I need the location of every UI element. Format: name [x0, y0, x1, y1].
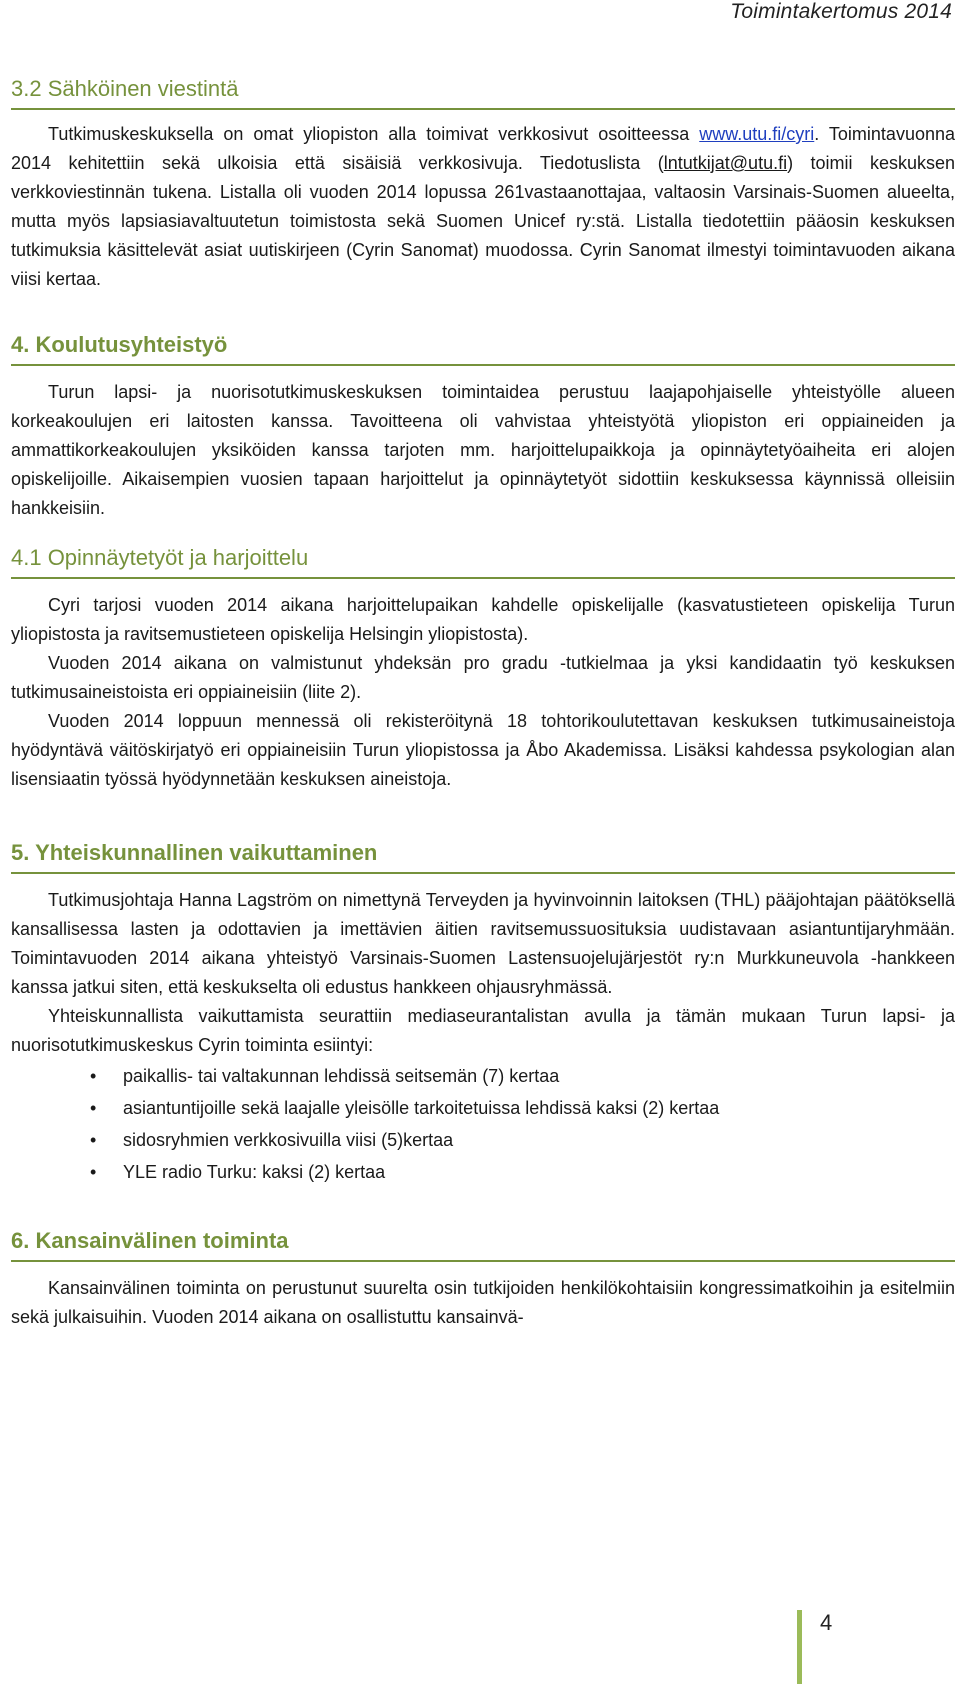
section-6-heading: 6. Kansainvälinen toiminta — [11, 1228, 955, 1262]
section-5-paragraph-2: Yhteiskunnallista vaikuttamista seurattiin mediaseurantalistan avulla ja tämän mukaan Turun lapsi- ja nuorisotutkimuskeskus Cyrin toiminta esiintyi: — [11, 1006, 955, 1055]
list-item — [11, 1092, 955, 1124]
section-3-2-text-c: ) toimii keskuksen verkkoviestinnän tukena. Listalla oli vuoden 2014 lopussa 261vastaanottajaa, valtaosin Varsinais-Suomen alueelta, mutta myös lapsiasiavaltuutetun toimistosta sekä Suomen Unicef ry:stä. Listalla tiedotettiin pääosin keskuksen tutkimuksia käsittelevät asiat uutiskirjeen (Cyrin Sanomat) muodossa. Cyrin Sanomat ilmestyi toimintavuoden aikana viisi kertaa. — [11, 153, 955, 289]
section-4-1-paragraph-3: Vuoden 2014 loppuun mennessä oli rekisteröitynä 18 tohtorikoulutettavan keskuksen tutkimusaineistoja hyödyntävä väitöskirjatyö eri oppiaineisiin Turun yliopistossa ja Åbo Akademissa. Lisäksi kahdessa psykologian alan lisensiaatin työssä hyödynnetään keskuksen aineistoja. — [11, 711, 955, 789]
list-item — [11, 1124, 955, 1156]
section-3-2-text-a: Tutkimuskeskuksella on omat yliopiston alla toimivat verkkosivut osoitteessa — [48, 124, 700, 144]
list-item-text: asiantuntijoille sekä laajalle yleisölle tarkoitetuissa lehdissä kaksi (2) kertaa — [123, 1098, 720, 1118]
section-4-paragraph: Turun lapsi- ja nuorisotutkimuskeskuksen toimintaidea perustuu laajapohjaiselle yhteistyölle alueen korkeakoulujen eri laitosten kanssa. Tavoitteena oli vahvistaa yhteistyötä yliopiston eri oppiaineiden ja ammattikorkeakoulujen yksiköiden kanssa tarjoten mm. harjoittelupaikkoja ja opinnäytetyöaiheita eri alojen opiskelijoille. Aikaisempien vuosien tapaan harjoittelut ja opinnäytetyöt sidottiin keskuksessa käynnissä olleisiin hankkeisiin. — [11, 382, 955, 518]
cyri-website-link[interactable]: www.utu.fi/cyri — [699, 124, 815, 144]
section-4-heading: 4. Koulutusyhteistyö — [11, 332, 955, 366]
section-4-1-paragraph-2: Vuoden 2014 aikana on valmistunut yhdeksän pro gradu -tutkielmaa ja yksi kandidaatin työ keskuksen tutkimusaineistoista eri oppiaineisiin (liite 2). — [11, 653, 955, 702]
media-appearance-list — [11, 1060, 955, 1188]
page-number-accent-bar — [797, 1610, 802, 1684]
section-6-paragraph: Kansainvälinen toiminta on perustunut suurelta osin tutkijoiden henkilökohtaisiin kongressimatkoihin ja esitelmiin sekä julkaisuihin. Vuoden 2014 aikana on osallistuttu kansainvä- — [11, 1278, 955, 1327]
section-5-paragraph-1: Tutkimusjohtaja Hanna Lagström on nimettynä Terveyden ja hyvinvoinnin laitoksen (THL) pääjohtajan päätöksellä kansallisessa lasten ja odottavien ja imettävien äitien ravitsemussuosituksia uudistavaan asiantuntijaryhmään. Toimintavuoden 2014 aikana yhteistyö Varsinais-Suomen Lastensuojelujärjestöt ry:n Murkkuneuvola -hankkeen kanssa jatkui siten, että keskukselta oli edustus hankkeen ohjausryhmässä. — [11, 890, 955, 997]
list-item-text: paikallis- tai valtakunnan lehdissä seitsemän (7) kertaa — [123, 1066, 560, 1086]
list-item — [11, 1156, 955, 1188]
bullet-icon: • — [90, 1130, 97, 1150]
bullet-icon: • — [90, 1066, 97, 1086]
section-5-heading: 5. Yhteiskunnallinen vaikuttaminen — [11, 840, 955, 874]
section-4-1-paragraph-1: Cyri tarjosi vuoden 2014 aikana harjoittelupaikan kahdelle opiskelijalle (kasvatustieteen opiskelija Turun yliopistosta ja ravitsemustieteen opiskelija Helsingin yliopistosta). — [11, 595, 955, 644]
section-3-2-text-b: . Toimintavuonna 2014 kehitettiin sekä ulkoisia että sisäisiä verkkosivuja. Tiedotuslista ( — [11, 124, 955, 173]
page-content — [11, 76, 955, 1332]
running-header-title: Toimintakertomus 2014 — [730, 0, 952, 23]
mailing-list-email: lntutkijat@utu.fi — [663, 153, 788, 173]
page-number: 4 — [820, 1610, 833, 1635]
bullet-icon: • — [90, 1098, 97, 1118]
bullet-icon: • — [90, 1162, 97, 1182]
section-3-2-heading: 3.2 Sähköinen viestintä — [11, 76, 955, 110]
list-item-text: YLE radio Turku: kaksi (2) kertaa — [123, 1162, 386, 1182]
section-3-2-paragraph — [11, 120, 955, 294]
section-4-1-heading: 4.1 Opinnäytetyöt ja harjoittelu — [11, 545, 955, 579]
list-item — [11, 1060, 955, 1092]
list-item-text: sidosryhmien verkkosivuilla viisi (5)kertaa — [123, 1130, 454, 1150]
